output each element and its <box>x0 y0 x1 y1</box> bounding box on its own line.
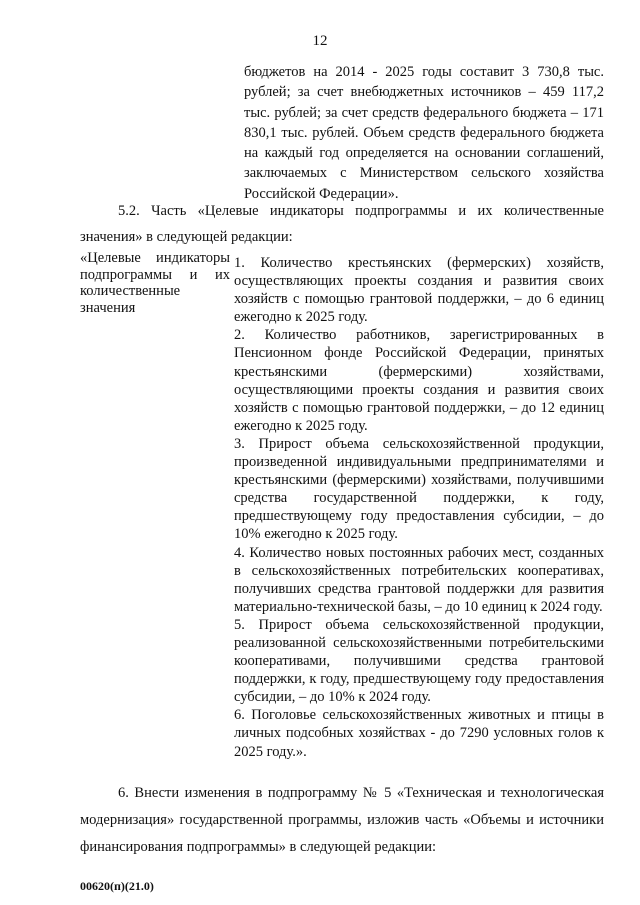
indicator-text: 1. Количество крестьянских (фермерских) хозяйств, осуществляющих проекты создания и развития своих хозяйств с помощью грантовой поддержки, – до 6 единиц ежегодно к 2025 году. <box>234 255 604 326</box>
indicator-item <box>234 435 604 544</box>
page-number: 12 <box>312 33 328 49</box>
indicator-text: 6. Поголовье сельскохозяйственных животных и птицы в личных подсобных хозяйствах - до 7290 условных голов к 2025 году.». <box>234 707 604 760</box>
paragraph-6-text: 6. Внести изменения в подпрограмму № 5 «Техническая и технологическая модернизация» государственной программы, изложив часть «Объемы и источники финансирования подпрограммы» в следующей редакции: <box>80 785 604 855</box>
paragraph-6 <box>80 780 604 861</box>
indicator-item <box>234 616 604 706</box>
paragraph-5-2-text: 5.2. Часть «Целевые индикаторы подпрограммы и их количественные значения» в следующей редакции: <box>80 203 604 245</box>
indicator-item <box>234 326 604 435</box>
footer-code: 00620(п)(21.0) <box>80 879 154 893</box>
indicator-item <box>234 254 604 326</box>
paragraph-5-2 <box>80 198 604 250</box>
indicators-label: «Целевые индикаторы подпрограммы и их количественные значения <box>80 250 230 316</box>
indicator-text: 5. Прирост объема сельскохозяйственной продукции, реализованной сельскохозяйственными потребительскими кооперативами, получившими средства грантовой поддержки, к году, предшествующему году предоставления субсидии, – до 10% к 2024 году. <box>234 616 604 706</box>
indicator-text: 3. Прирост объема сельскохозяйственной продукции, произведенной индивидуальными предпринимателями и крестьянскими (фермерскими) хозяйствами, получившими средства государственной поддержки, к году, предшествующему году предоставления субсидии, – до 10% ежегодно к 2025 году. <box>234 435 604 543</box>
indicator-item <box>234 706 604 760</box>
indicator-text: 4. Количество новых постоянных рабочих мест, созданных в сельскохозяйственных потребительских кооперативах, получивших средства грантовой поддержки для развития материально-технической базы, – до 10 единиц к 2024 году. <box>234 544 604 615</box>
continuation-text: бюджетов на 2014 - 2025 годы составит 3 730,8 тыс. рублей; за счет внебюджетных источников – 459 117,2 тыс. рублей; за счет средств федерального бюджета – 171 830,1 тыс. рублей. Объем средств федерального бюджета на каждый год определяется на основании соглашений, заключаемых с Министерством сельского хозяйства Российской Федерации». <box>244 64 604 202</box>
indicators-list <box>234 254 604 761</box>
indicator-item <box>234 544 604 616</box>
indicator-text: 2. Количество работников, зарегистрированных в Пенсионном фонде Российской Федерации, принятых крестьянскими (фермерскими) хозяйствами, осуществляющими проекты создания и развития своих хозяйств с помощью грантовой поддержки, – до 12 единиц ежегодно к 2025 году. <box>234 327 604 434</box>
